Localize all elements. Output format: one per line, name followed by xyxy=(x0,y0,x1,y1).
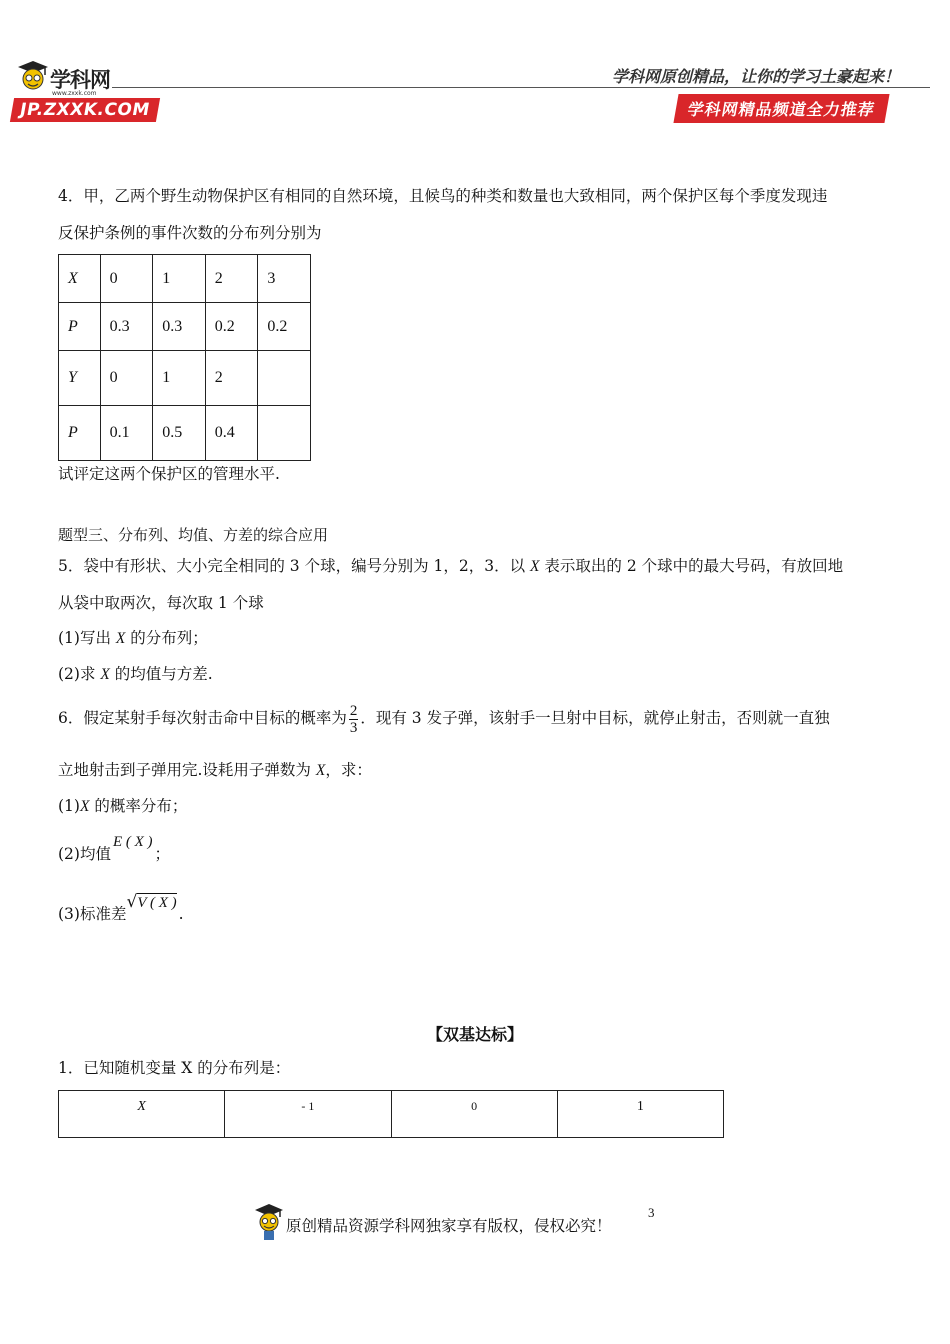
q5-part-2-var: X xyxy=(100,666,110,683)
table-row xyxy=(59,351,311,406)
footer-copyright: 原创精品资源学科网独家享有版权，侵权必究！ xyxy=(286,1217,612,1235)
table-cell: 0.2 xyxy=(258,303,311,351)
q6-part-1-a: (1) xyxy=(58,797,80,815)
logo-banner: JP.ZXXK.COM xyxy=(10,98,160,122)
q5-part-1-var: X xyxy=(115,630,126,647)
table-row xyxy=(59,303,311,351)
expected-value-expr: E ( X ) xyxy=(112,834,153,850)
table-cell: 0.3 xyxy=(100,303,153,351)
table-row xyxy=(59,1091,724,1138)
table-cell xyxy=(258,351,311,406)
q5-line-2: 从袋中取两次，每次取 1 个球 xyxy=(58,594,264,612)
logo-url: www.zxxk.com xyxy=(52,90,97,97)
table-cell: - 1 xyxy=(225,1091,391,1138)
table-cell: 0.4 xyxy=(205,406,258,461)
fraction-numerator: 2 xyxy=(349,702,358,719)
section-3-title: 题型三、分布列、均值、方差的综合应用 xyxy=(58,526,329,544)
table-cell: 2 xyxy=(205,255,258,303)
q4-distribution-table xyxy=(58,254,311,461)
q6-part-1-var: X xyxy=(79,798,90,815)
q6-var-x: X xyxy=(315,762,326,779)
q6-part-1-b: 的概率分布； xyxy=(89,797,188,815)
q6-line-1-a: 6．假定某射手每次射击命中目标的概率为 xyxy=(58,709,347,727)
q6-part-3 xyxy=(58,892,184,925)
q6-line-2-a: 立地射击到子弹用完.设耗用子弹数为 xyxy=(58,761,316,779)
header-slogan-banner: 学科网精品频道全力推荐 xyxy=(673,94,889,123)
page-number: 3 xyxy=(648,1205,655,1220)
header-rule xyxy=(112,87,930,88)
table-cell: P xyxy=(59,303,101,351)
table-cell: 0 xyxy=(100,255,153,303)
table-cell: 1 xyxy=(557,1091,723,1138)
table-cell: 0.2 xyxy=(205,303,258,351)
table-cell: 1 xyxy=(153,351,206,406)
table-cell: 0 xyxy=(391,1091,557,1138)
variance-expr: V ( X ) xyxy=(137,895,177,911)
table-cell: P xyxy=(59,406,101,461)
q6-line-1-b: ．现有 3 发子弹，该射手一旦射中目标，就停止射击，否则就一直独 xyxy=(360,709,830,727)
q6-part-2-a: (2)均值 xyxy=(58,845,111,863)
q5-part-2 xyxy=(58,664,213,685)
q5-var-x: X xyxy=(530,558,540,575)
table-cell: 1 xyxy=(153,255,206,303)
table-cell: 0.1 xyxy=(100,406,153,461)
q6-fraction xyxy=(349,703,359,736)
table-cell: X xyxy=(59,1091,225,1138)
header xyxy=(0,0,950,130)
table-row xyxy=(59,406,311,461)
q5-line-1-b: 表示取出的 2 个球中的最大号码，有放回地 xyxy=(539,557,844,575)
q5-part-2-b: 的均值与方差. xyxy=(109,665,213,683)
table-row xyxy=(59,255,311,303)
fraction-denominator: 3 xyxy=(349,719,358,736)
section-basic-title: 【双基达标】 xyxy=(426,1025,523,1044)
q4-line-2: 反保护条例的事件次数的分布列分别为 xyxy=(58,224,322,242)
q5-part-2-a: (2)求 xyxy=(58,665,101,683)
q6-line-2 xyxy=(58,760,372,781)
q6-line-1 xyxy=(58,698,830,738)
q6-line-2-b: ，求： xyxy=(325,761,372,779)
q4-after-text: 试评定这两个保护区的管理水平. xyxy=(58,465,280,483)
table-cell: X xyxy=(59,255,101,303)
q5-line-1-a: 5．袋中有形状、大小完全相同的 3 个球，编号分别为 1，2，3．以 xyxy=(58,557,531,575)
footer xyxy=(0,1200,950,1260)
b1-distribution-table xyxy=(58,1090,724,1138)
q4-line-1: 4．甲，乙两个野生动物保护区有相同的自然环境，且候鸟的种类和数量也大致相同，两个保护区每个季度发现违 xyxy=(58,187,828,205)
q6-part-1 xyxy=(58,796,187,817)
mascot-icon xyxy=(16,58,50,98)
q5-part-1 xyxy=(58,628,208,649)
footer-mascot-icon xyxy=(254,1202,284,1246)
header-slogan: 学科网原创精品，让你的学习土豪起来！ xyxy=(612,67,901,86)
q5-part-1-b: 的分布列； xyxy=(125,629,208,647)
table-cell: Y xyxy=(59,351,101,406)
sqrt-icon: √ xyxy=(126,892,138,912)
q6-part-3-b: . xyxy=(178,905,184,923)
q6-part-3-a: (3)标准差 xyxy=(58,905,127,923)
q5-line-1 xyxy=(58,556,843,577)
table-cell: 0.5 xyxy=(153,406,206,461)
table-cell: 3 xyxy=(258,255,311,303)
table-cell: 0.3 xyxy=(153,303,206,351)
table-cell xyxy=(258,406,311,461)
q6-part-2-b: ； xyxy=(154,845,171,863)
table-cell: 2 xyxy=(205,351,258,406)
table-cell: 0 xyxy=(100,351,153,406)
q6-part-2 xyxy=(58,834,171,865)
b1-line: 1．已知随机变量 X 的分布列是： xyxy=(58,1059,291,1077)
q5-part-1-a: (1)写出 xyxy=(58,629,116,647)
logo-name: 学科网 xyxy=(50,68,110,92)
